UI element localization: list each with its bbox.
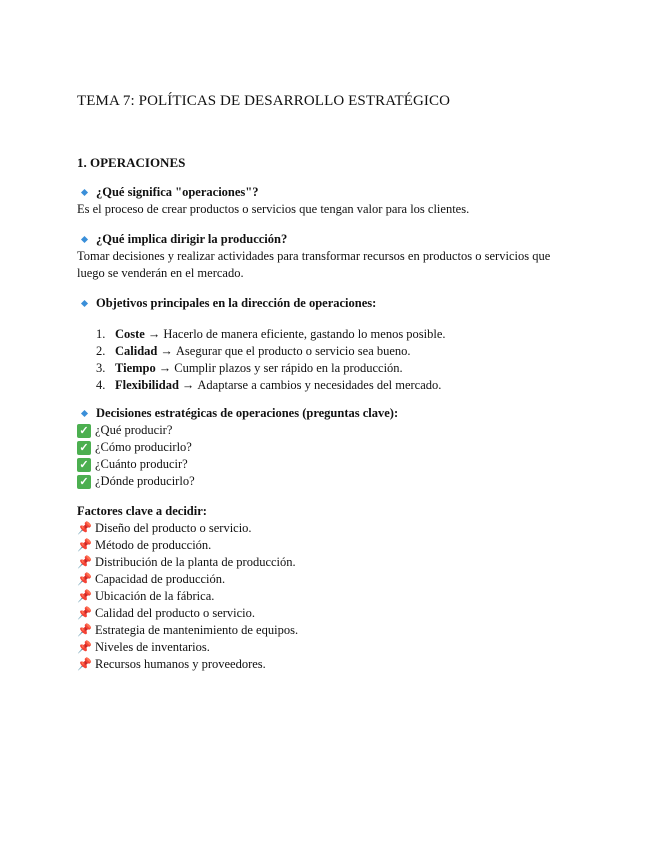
arrow-icon: → (147, 327, 161, 341)
factor-text: Niveles de inventarios. (95, 640, 210, 654)
factor-text: Diseño del producto o servicio. (95, 521, 252, 535)
objectives-heading-text: Objetivos principales en la dirección de operaciones: (96, 296, 377, 310)
factor-text: Recursos humanos y proveedores. (95, 657, 266, 671)
decision-question: ¿Cómo producirlo? (95, 440, 192, 454)
factor-text: Calidad del producto o servicio. (95, 606, 256, 620)
decisions-heading-text: Decisiones estratégicas de operaciones (preguntas clave): (96, 406, 399, 420)
list-item (77, 520, 577, 537)
factors-block (77, 503, 577, 673)
section-heading-operaciones: 1. OPERACIONES (77, 155, 186, 170)
list-item (77, 571, 577, 588)
blue-diamond-icon (81, 410, 88, 417)
arrow-icon: → (181, 378, 195, 392)
list-item (77, 622, 577, 639)
blue-diamond-icon (81, 300, 88, 307)
list-item: 2. Calidad → Asegurar que el producto o servicio sea bueno. (96, 344, 411, 358)
objectives-list (77, 326, 577, 394)
factor-text: Distribución de la planta de producción. (95, 555, 296, 569)
objective-text: Cumplir plazos y ser rápido en la producción. (174, 361, 403, 375)
factor-text: Ubicación de la fábrica. (95, 589, 215, 603)
list-item (77, 605, 577, 622)
factor-text: Estrategia de mantenimiento de equipos. (95, 623, 299, 637)
question-answer: Tomar decisiones y realizar actividades para transformar recursos en productos o servicios que luego se venderán en el mercado. (77, 249, 551, 280)
list-item: 3. Tiempo → Cumplir plazos y ser rápido en la producción. (96, 361, 403, 375)
blue-diamond-icon (81, 189, 88, 196)
pushpin-icon: 📌 (77, 657, 92, 671)
list-item (77, 554, 577, 571)
objective-text: Adaptarse a cambios y necesidades del mercado. (197, 378, 442, 392)
pushpin-icon: 📌 (77, 640, 92, 654)
factor-text: Método de producción. (95, 538, 212, 552)
objectives-heading (77, 295, 577, 312)
objective-text: Hacerlo de manera eficiente, gastando lo menos posible. (163, 327, 446, 341)
factor-text: Capacidad de producción. (95, 572, 226, 586)
decisions-block (77, 405, 577, 490)
decision-question: ¿Qué producir? (95, 423, 173, 437)
check-mark-icon: ✓ (77, 475, 91, 489)
blue-diamond-icon (81, 236, 88, 243)
question-heading-text: ¿Qué significa "operaciones"? (96, 185, 259, 199)
list-item (77, 473, 577, 490)
list-item (77, 639, 577, 656)
question-block-significa (77, 184, 577, 218)
check-mark-icon: ✓ (77, 458, 91, 472)
objective-term: Calidad (115, 344, 158, 358)
list-item (77, 537, 577, 554)
arrow-icon: → (158, 361, 172, 375)
pushpin-icon: 📌 (77, 606, 92, 620)
decision-question: ¿Dónde producirlo? (95, 474, 195, 488)
question-block-dirigir (77, 231, 577, 282)
list-item (77, 439, 577, 456)
pushpin-icon: 📌 (77, 555, 92, 569)
list-item (77, 456, 577, 473)
question-heading (77, 231, 577, 248)
pushpin-icon: 📌 (77, 572, 92, 586)
arrow-icon: → (160, 344, 173, 358)
list-item (77, 656, 577, 673)
list-item: 4. Flexibilidad → Adaptarse a cambios y necesidades del mercado. (96, 378, 442, 392)
question-answer: Es el proceso de crear productos o servicios que tengan valor para los clientes. (77, 202, 470, 216)
question-heading-text: ¿Qué implica dirigir la producción? (96, 232, 288, 246)
objective-term: Flexibilidad (115, 378, 179, 392)
factors-heading: Factores clave a decidir: (77, 504, 207, 518)
pushpin-icon: 📌 (77, 589, 92, 603)
check-mark-icon: ✓ (77, 424, 91, 438)
decision-question: ¿Cuánto producir? (95, 457, 188, 471)
check-mark-icon: ✓ (77, 441, 91, 455)
list-item (77, 588, 577, 605)
decisions-heading (77, 405, 577, 422)
pushpin-icon: 📌 (77, 623, 92, 637)
pushpin-icon: 📌 (77, 538, 92, 552)
list-item (77, 422, 577, 439)
list-item: 1. Coste → Hacerlo de manera eficiente, gastando lo menos posible. (96, 327, 446, 341)
objective-term: Coste (115, 327, 145, 341)
page-title: TEMA 7: POLÍTICAS DE DESARROLLO ESTRATÉGICO (77, 93, 451, 109)
pushpin-icon: 📌 (77, 521, 92, 535)
objective-text: Asegurar que el producto o servicio sea bueno. (175, 344, 411, 358)
objective-term: Tiempo (115, 361, 156, 375)
question-heading (77, 184, 577, 201)
objectives-block (77, 295, 577, 394)
